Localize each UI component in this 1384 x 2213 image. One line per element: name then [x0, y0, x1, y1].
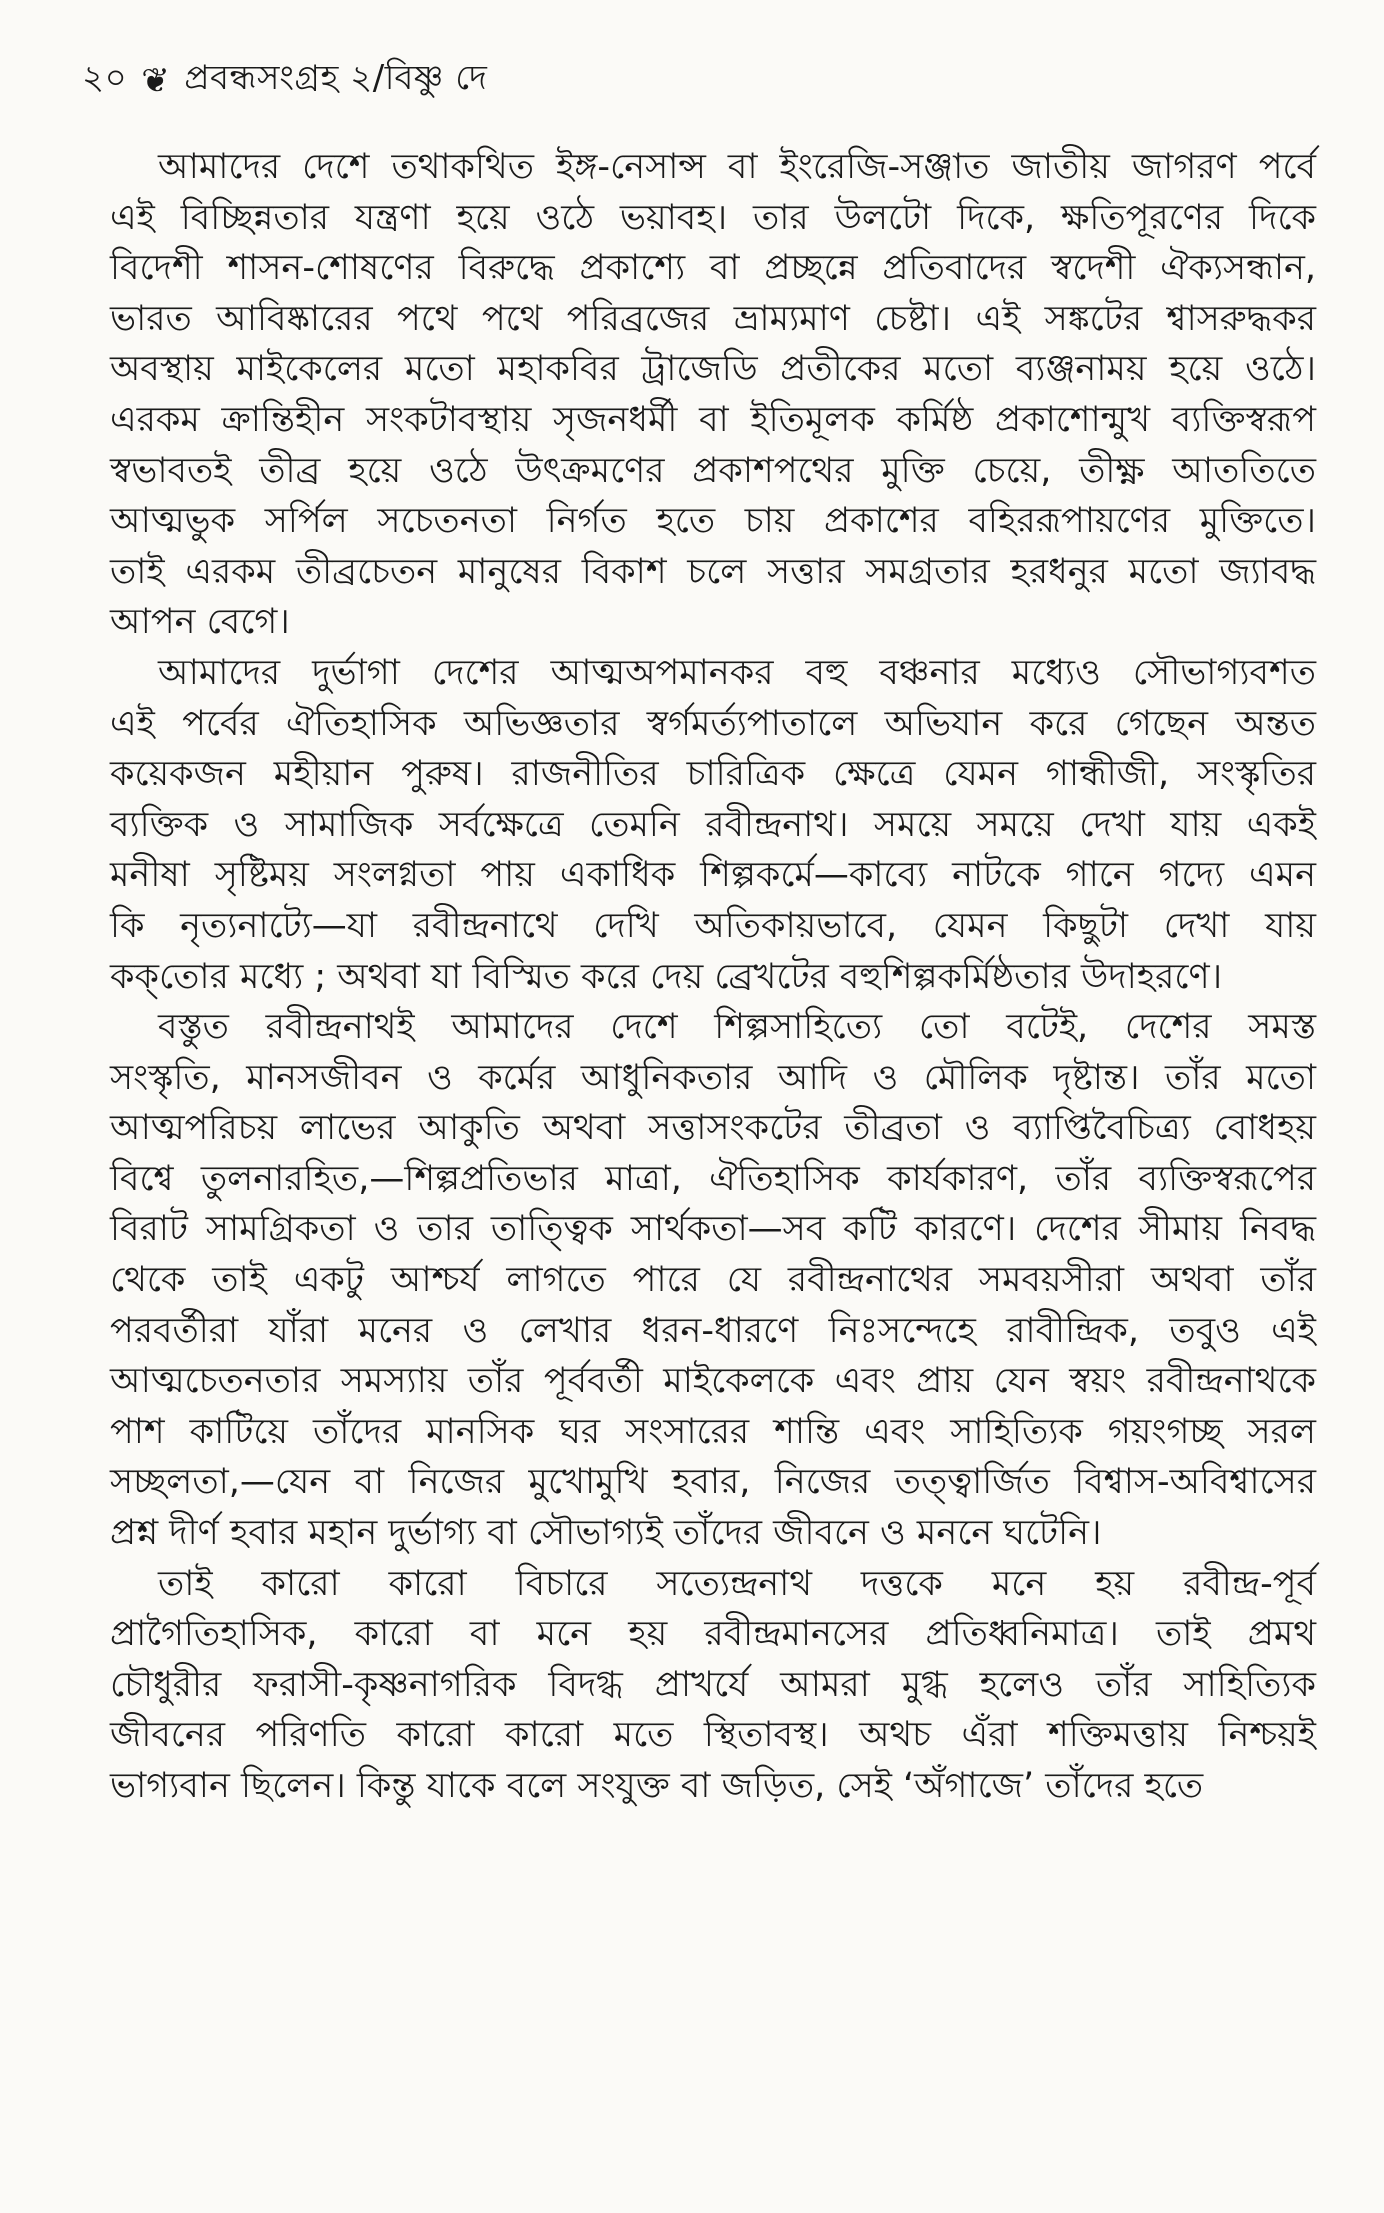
text-line: এই বিচ্ছিন্নতার যন্ত্রণা হয়ে ওঠে ভয়াবহ। তার উলটো দিকে, ক্ষতিপূরণের দিকে — [110, 197, 1316, 238]
text-line: আত্মভুক সর্পিল সচেতনতা নির্গত হতে চায় প্রকাশের বহিররূপায়ণের মুক্তিতে। — [110, 501, 1316, 542]
text-line: জীবনের পরিণতি কারো কারো মতে স্থিতাবস্থ। অথচ এঁরা শক্তিমত্তায় নিশ্চয়ই — [110, 1715, 1316, 1756]
text-line: তাই কারো কারো বিচারে সত্যেন্দ্রনাথ দত্তকে মনে হয় রবীন্দ্র-পূর্ব — [158, 1563, 1316, 1604]
text-line: মনীষা সৃষ্টিময় সংলগ্নতা পায় একাধিক শিল্পকর্মে—কাব্যে নাটকে গানে গদ্যে এমন — [110, 855, 1316, 896]
text-line: প্রশ্ন দীর্ণ হবার মহান দুর্ভাগ্য বা সৌভাগ্যই তাঁদের জীবনে ও মননে ঘটেনি। — [110, 1513, 1102, 1554]
text-line: তাই এরকম তীব্রচেতন মানুষের বিকাশ চলে সত্তার সমগ্রতার হরধনুর মতো জ্যাবদ্ধ — [110, 551, 1316, 592]
text-line: প্রাগৈতিহাসিক, কারো বা মনে হয় রবীন্দ্রমানসের প্রতিধ্বনিমাত্র। তাই প্রমথ — [110, 1614, 1316, 1655]
paragraph — [110, 1002, 1316, 1559]
text-line: ব্যক্তিক ও সামাজিক সর্বক্ষেত্রে তেমনি রবীন্দ্রনাথ। সময়ে সময়ে দেখা যায় একই — [110, 804, 1316, 845]
paragraph — [110, 648, 1316, 1002]
text-line: আমাদের দেশে তথাকথিত ইঙ্গ-নেসান্স বা ইংরেজি-সঞ্জাত জাতীয় জাগরণ পর্বে — [158, 147, 1316, 187]
page-header — [82, 52, 487, 109]
paragraph — [110, 142, 1316, 648]
text-line: স্বভাবতই তীব্র হয়ে ওঠে উৎক্রমণের প্রকাশপথের মুক্তি চেয়ে, তীক্ষ্ণ আততিতে — [110, 450, 1316, 491]
text-line: বিরাট সামগ্রিকতা ও তার তাত্ত্বিক সার্থকতা—সব কটি কারণে। দেশের সীমায় নিবদ্ধ — [110, 1209, 1316, 1250]
page-number: ২০ — [82, 58, 128, 98]
text-line: থেকে তাই একটু আশ্চর্য লাগতে পারে যে রবীন্দ্রনাথের সমবয়সীরা অথবা তাঁর — [110, 1260, 1316, 1301]
ornament-icon: ❦ — [141, 60, 171, 101]
text-line: বিদেশী শাসন-শোষণের বিরুদ্ধে প্রকাশ্যে বা প্রচ্ছন্নে প্রতিবাদের স্বদেশী ঐক্যসন্ধান, — [110, 248, 1316, 289]
text-line: ভাগ্যবান ছিলেন। কিন্তু যাকে বলে সংযুক্ত বা জড়িত, সেই ‘অঁগাজে’ তাঁদের হতে — [110, 1766, 1204, 1806]
text-line: সংস্কৃতি, মানসজীবন ও কর্মের আধুনিকতার আদি ও মৌলিক দৃষ্টান্ত। তাঁর মতো — [110, 1057, 1316, 1098]
text-line: সচ্ছলতা,—যেন বা নিজের মুখোমুখি হবার, নিজের তত্ত্বার্জিত বিশ্বাস-অবিশ্বাসের — [110, 1462, 1316, 1503]
text-line: পাশ কাটিয়ে তাঁদের মানসিক ঘর সংসারের শান্তি এবং সাহিত্যিক গয়ংগচ্ছ সরল — [110, 1411, 1316, 1452]
text-line: আত্মপরিচয় লাভের আকুতি অথবা সত্তাসংকটের তীব্রতা ও ব্যাপ্তিবৈচিত্র্য বোধহয় — [110, 1108, 1316, 1149]
text-line: আপন বেগে। — [110, 602, 290, 643]
text-line: অবস্থায় মাইকেলের মতো মহাকবির ট্রাজেডি প্রতীকের মতো ব্যঞ্জনাময় হয়ে ওঠে। — [110, 349, 1316, 390]
text-line: আমাদের দুর্ভাগা দেশের আত্মঅপমানকর বহু বঞ্চনার মধ্যেও সৌভাগ্যবশত — [158, 652, 1316, 693]
text-line: কয়েকজন মহীয়ান পুরুষ। রাজনীতির চারিত্রিক ক্ষেত্রে যেমন গান্ধীজী, সংস্কৃতির — [110, 754, 1316, 795]
text-line: বস্তুত রবীন্দ্রনাথই আমাদের দেশে শিল্পসাহিত্যে তো বটেই, দেশের সমস্ত — [158, 1007, 1316, 1048]
running-title: প্রবন্ধসংগ্রহ ২/বিষ্ণু দে — [184, 58, 488, 98]
text-line: ভারত আবিষ্কারের পথে পথে পরিব্রজের ভ্রাম্যমাণ চেষ্টা। এই সঙ্কটের শ্বাসরুদ্ধকর — [110, 298, 1316, 339]
text-line: আত্মচেতনতার সমস্যায় তাঁর পূর্ববর্তী মাইকেলকে এবং প্রায় যেন স্বয়ং রবীন্দ্রনাথকে — [110, 1361, 1316, 1402]
text-line: কক্‌তোর মধ্যে ; অথবা যা বিস্মিত করে দেয় ব্রেখটের বহুশিল্পকর্মিষ্ঠতার উদাহরণে। — [110, 956, 1223, 997]
page-body — [110, 142, 1316, 1812]
text-line: বিশ্বে তুলনারহিত,—শিল্পপ্রতিভার মাত্রা, ঐতিহাসিক কার্যকারণ, তাঁর ব্যক্তিস্বরূপের — [110, 1158, 1316, 1199]
text-line: এরকম ক্রান্তিহীন সংকটাবস্থায় সৃজনধর্মী বা ইতিমূলক কর্মিষ্ঠ প্রকাশোন্মুখ ব্যক্তিস্বরূপ — [110, 399, 1316, 440]
text-line: চৌধুরীর ফরাসী-কৃষ্ণনাগরিক বিদগ্ধ প্রাখর্যে আমরা মুগ্ধ হলেও তাঁর সাহিত্যিক — [110, 1664, 1316, 1705]
text-line: পরবর্তীরা যাঁরা মনের ও লেখার ধরন-ধারণে নিঃসন্দেহে রাবীন্দ্রিক, তবুও এই — [110, 1310, 1316, 1351]
text-line: এই পর্বের ঐতিহাসিক অভিজ্ঞতার স্বর্গমর্ত্যপাতালে অভিযান করে গেছেন অন্তত — [110, 703, 1316, 744]
text-line: কি নৃত্যনাট্যে—যা রবীন্দ্রনাথে দেখি অতিকায়ভাবে, যেমন কিছুটা দেখা যায় — [110, 905, 1316, 946]
paragraph — [110, 1559, 1316, 1812]
